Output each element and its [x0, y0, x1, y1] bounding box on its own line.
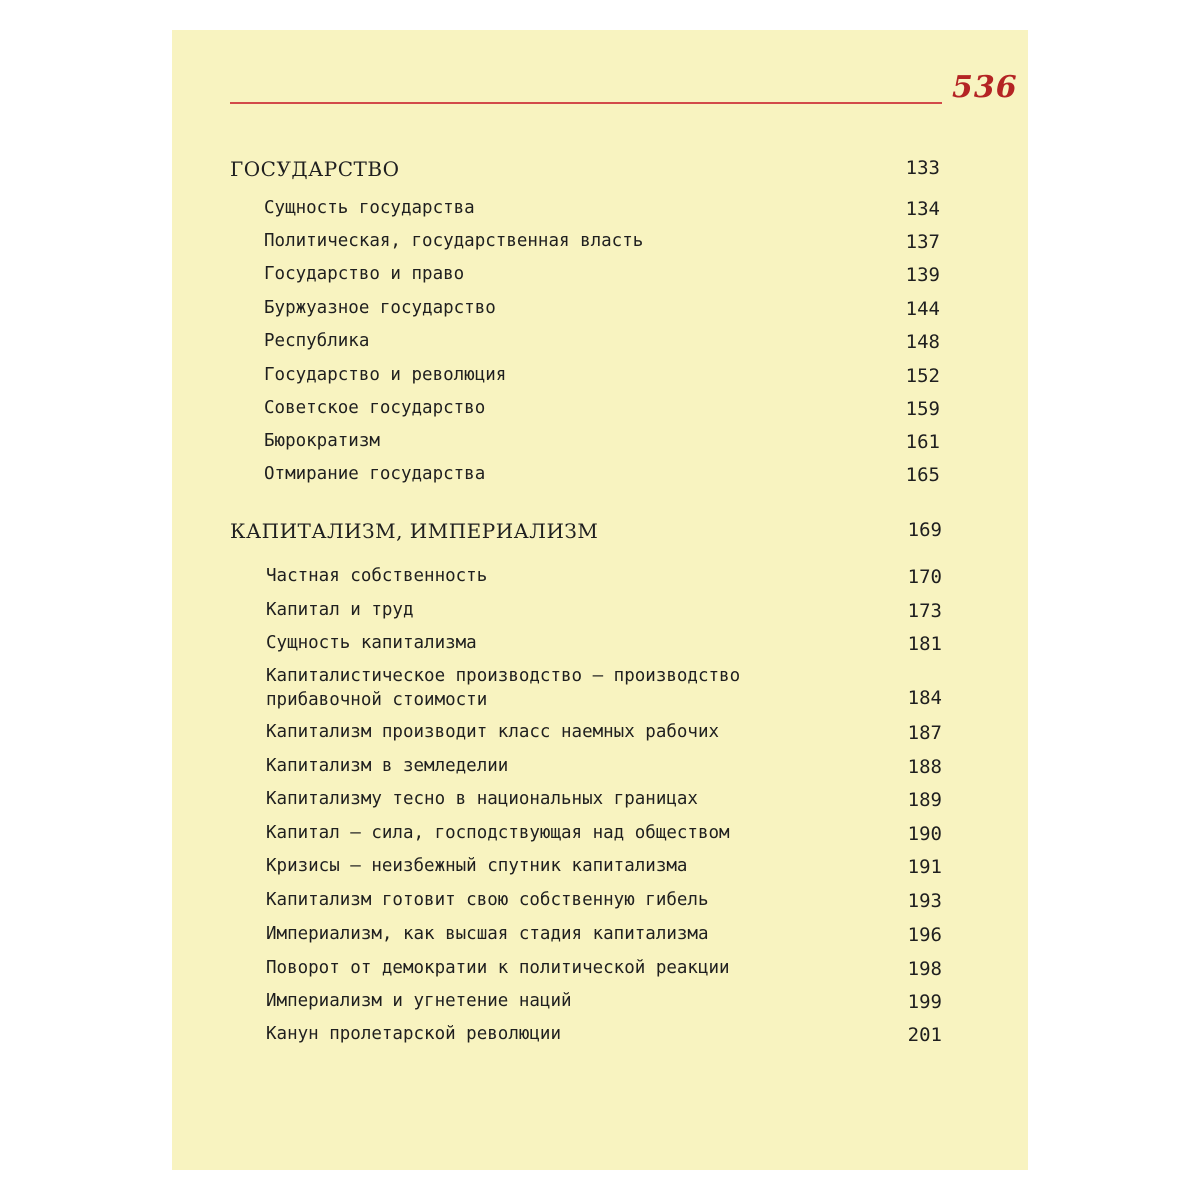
toc-entry: [266, 789, 942, 819]
entry-page: 189: [907, 789, 942, 811]
entry-page: 148: [905, 331, 940, 353]
toc-entry: [264, 431, 940, 461]
entry-title: Капитализм готовит свою собственную гибель: [266, 890, 709, 910]
entry-title: Сущность государства: [264, 198, 475, 218]
entry-title: Государство и революция: [264, 365, 507, 385]
entry-page: 134: [905, 198, 940, 220]
entry-title: Советское государство: [264, 398, 486, 418]
entry-title: Буржуазное государство: [264, 298, 496, 318]
toc-entry: [264, 398, 940, 428]
entry-title: Частная собственность: [266, 566, 488, 586]
section-title: ГОСУДАРСТВО: [230, 157, 400, 181]
toc-entry: [266, 958, 942, 988]
entry-title: Республика: [264, 331, 370, 351]
toc-entry: [266, 722, 942, 752]
section-page: 133: [905, 157, 940, 179]
toc-entry: [264, 365, 940, 395]
toc-section-heading: [230, 157, 940, 187]
entry-page: 199: [907, 991, 942, 1013]
entry-page: 198: [907, 958, 942, 980]
toc-entry: [266, 600, 942, 630]
entry-page: 190: [907, 823, 942, 845]
entry-title: Кризисы — неизбежный спутник капитализма: [266, 856, 688, 876]
toc-entry: [266, 566, 942, 596]
entry-title: Капитализм в земледелии: [266, 756, 509, 776]
entry-title-line2: прибавочной стоимости: [266, 690, 488, 710]
toc-entry: [266, 633, 942, 663]
entry-page: 159: [905, 398, 940, 420]
toc-entry: [266, 666, 942, 720]
toc-entry: [264, 298, 940, 328]
entry-title: Политическая, государственная власть: [264, 231, 644, 251]
entry-page: 144: [905, 298, 940, 320]
book-page: [172, 30, 1028, 1170]
toc-entry: [264, 231, 940, 261]
entry-title: Империализм, как высшая стадия капитализма: [266, 924, 709, 944]
toc-section-heading: [230, 519, 942, 549]
entry-title: Поворот от демократии к политической реакции: [266, 958, 730, 978]
toc-entry: [264, 264, 940, 294]
entry-page: 201: [907, 1024, 942, 1046]
toc-entry: [266, 1024, 942, 1054]
entry-title: Сущность капитализма: [266, 633, 477, 653]
toc-entry: [266, 823, 942, 853]
entry-title: Капиталистическое производство — производство: [266, 666, 741, 686]
toc-entry: [264, 464, 940, 494]
entry-title: Государство и право: [264, 264, 465, 284]
entry-title: Капитализму тесно в национальных границах: [266, 789, 698, 809]
entry-page: 152: [905, 365, 940, 387]
entry-page: 191: [907, 856, 942, 878]
section-page: 169: [907, 519, 942, 541]
entry-page: 181: [907, 633, 942, 655]
toc-entry: [266, 991, 942, 1021]
entry-page: 196: [907, 924, 942, 946]
entry-page: 173: [907, 600, 942, 622]
entry-title: Бюрократизм: [264, 431, 380, 451]
entry-page: 137: [905, 231, 940, 253]
entry-title: Капитализм производит класс наемных рабочих: [266, 722, 720, 742]
entry-page: 187: [907, 722, 942, 744]
toc-entry: [266, 856, 942, 886]
entry-title: Капитал — сила, господствующая над обществом: [266, 823, 730, 843]
entry-page: 188: [907, 756, 942, 778]
page-number: 536: [952, 70, 1018, 105]
header-rule: [230, 102, 942, 104]
entry-title: Отмирание государства: [264, 464, 486, 484]
entry-page: 161: [905, 431, 940, 453]
entry-page: 139: [905, 264, 940, 286]
toc-entry: [264, 198, 940, 228]
toc-entry: [266, 756, 942, 786]
entry-title: Капитал и труд: [266, 600, 414, 620]
entry-title: Канун пролетарской революции: [266, 1024, 562, 1044]
entry-page: 165: [905, 464, 940, 486]
entry-page: 170: [907, 566, 942, 588]
section-title: КАПИТАЛИЗМ, ИМПЕРИАЛИЗМ: [230, 519, 599, 543]
entry-title: Империализм и угнетение наций: [266, 991, 572, 1011]
toc-entry: [266, 890, 942, 920]
toc-entry: [266, 924, 942, 954]
entry-page: 193: [907, 890, 942, 912]
toc-entry: [264, 331, 940, 361]
entry-page: 184: [907, 687, 942, 709]
